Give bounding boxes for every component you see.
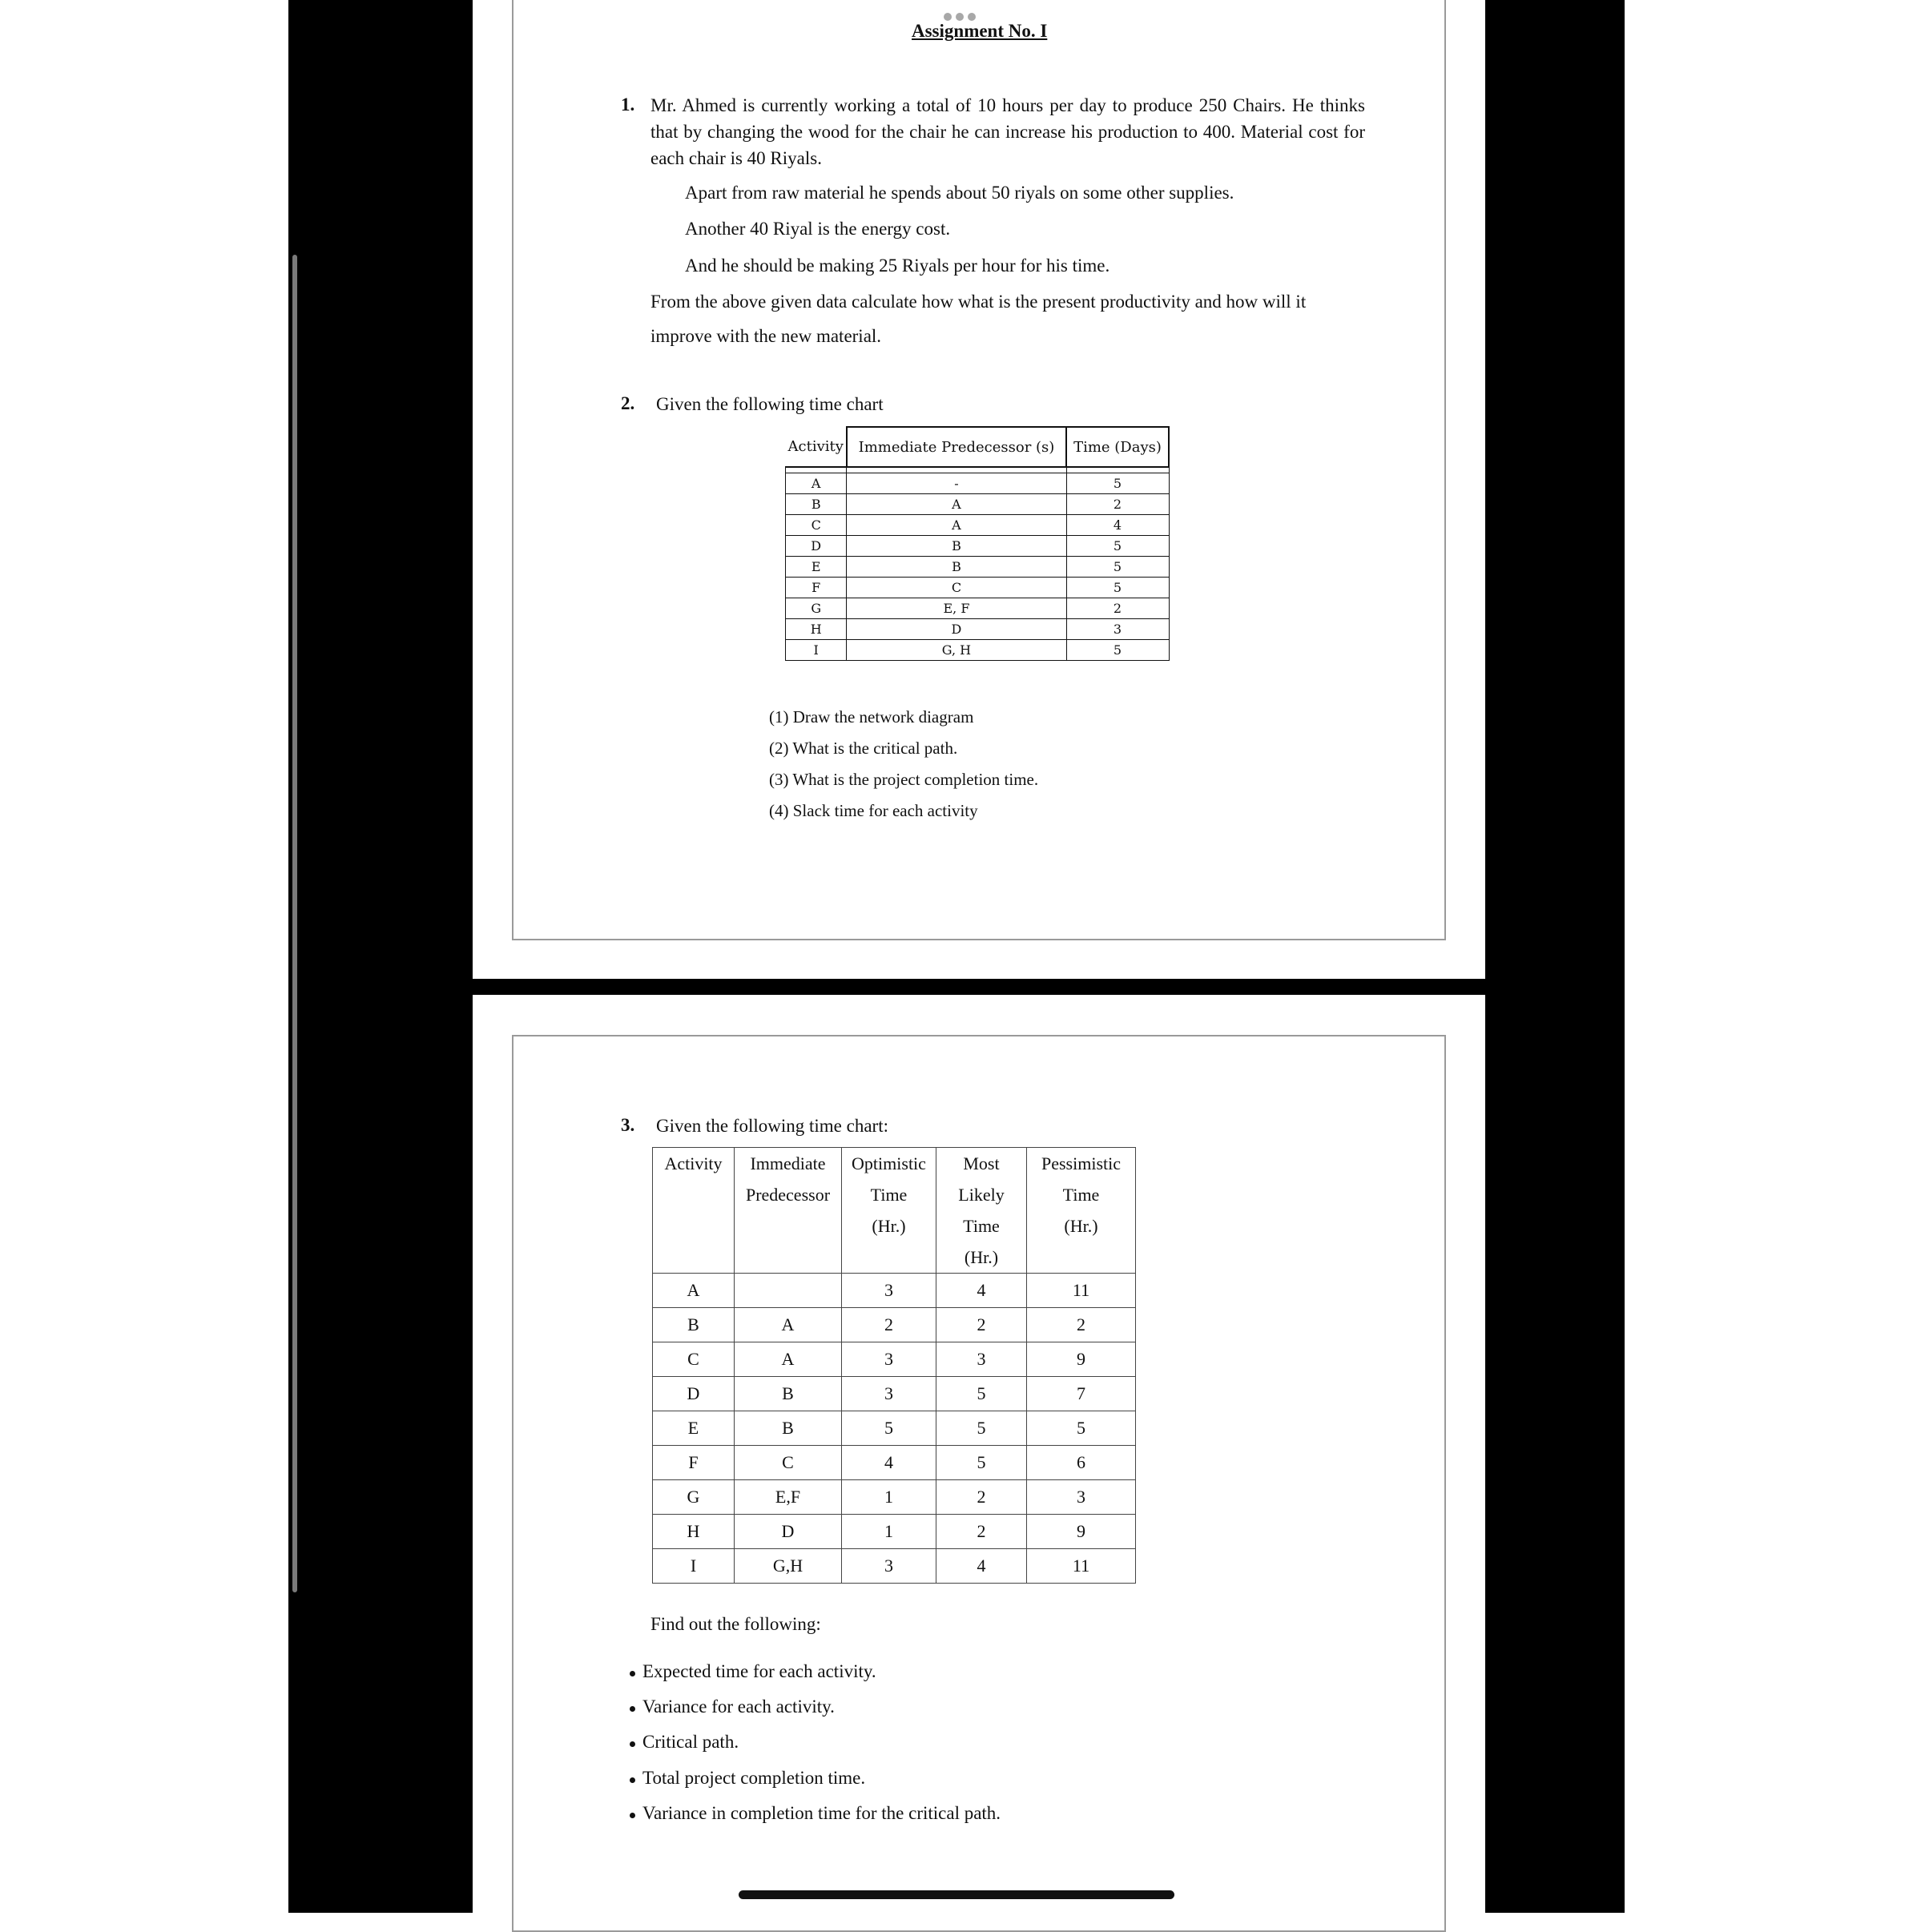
table-row: I G, H 5 bbox=[786, 640, 1170, 661]
question-1-ask-cont: improve with the new material. bbox=[650, 326, 882, 346]
table-row: A 3 4 11 bbox=[653, 1274, 1136, 1308]
table-row: A - 5 bbox=[786, 473, 1170, 494]
table-row: E B 5 bbox=[786, 557, 1170, 578]
more-options-icon[interactable] bbox=[944, 13, 976, 21]
question-3-number: 3. bbox=[621, 1115, 635, 1135]
find-label: Find out the following: bbox=[650, 1614, 821, 1634]
table-row: C A 4 bbox=[786, 515, 1170, 536]
table-row: H D 3 bbox=[786, 619, 1170, 640]
header-predecessor: Immediate Predecessor (s) bbox=[847, 427, 1066, 467]
header-pessimistic: Pessimistic Time (Hr.) bbox=[1027, 1148, 1136, 1274]
activity-table bbox=[785, 426, 1170, 661]
question-1-energy: Another 40 Riyal is the energy cost. bbox=[685, 219, 951, 239]
question-1-number: 1. bbox=[621, 95, 635, 115]
bullet-item: Critical path. bbox=[642, 1732, 739, 1752]
bullet-item: Expected time for each activity. bbox=[642, 1661, 876, 1681]
header-optimistic: Optimistic Time (Hr.) bbox=[842, 1148, 936, 1274]
header-activity: Activity bbox=[653, 1148, 735, 1274]
page-1 bbox=[473, 0, 1485, 979]
table-row: B A 2 bbox=[786, 494, 1170, 515]
home-indicator[interactable] bbox=[739, 1890, 1174, 1899]
page-2 bbox=[473, 995, 1485, 1913]
question-1-intro: Mr. Ahmed is currently working a total of 10 hours per day to produce 250 Chairs. He thinks that by changing the wood for the chair he can increase his production to 400. Material cost for each chair is 40 Riyals. bbox=[650, 95, 1365, 168]
header-predecessor: Immediate Predecessor bbox=[735, 1148, 842, 1274]
table-row: D B 3 5 7 bbox=[653, 1377, 1136, 1411]
question-1-ask: From the above given data calculate how what is the present productivity and how will it bbox=[650, 292, 1307, 312]
question-2-number: 2. bbox=[621, 393, 635, 413]
table-row: C A 3 3 9 bbox=[653, 1342, 1136, 1377]
table-row: I G,H 3 4 11 bbox=[653, 1549, 1136, 1584]
scrollbar[interactable] bbox=[292, 255, 297, 1592]
header-most-likely: Most Likely Time (Hr.) bbox=[936, 1148, 1027, 1274]
bullet-item: Total project completion time. bbox=[642, 1768, 866, 1788]
document-title: Assignment No. I bbox=[912, 21, 1048, 41]
estimate-table bbox=[652, 1147, 1136, 1584]
task-2: (2) What is the critical path. bbox=[769, 739, 958, 758]
table-row: F C 4 5 6 bbox=[653, 1446, 1136, 1480]
table-row: G E, F 2 bbox=[786, 598, 1170, 619]
task-4: (4) Slack time for each activity bbox=[769, 801, 978, 820]
table-row: G E,F 1 2 3 bbox=[653, 1480, 1136, 1515]
bullet-item: Variance in completion time for the critical path. bbox=[642, 1803, 1001, 1823]
table-row: B A 2 2 2 bbox=[653, 1308, 1136, 1342]
header-activity: Activity bbox=[786, 427, 847, 467]
table-header-row bbox=[786, 427, 1170, 467]
table-header-row bbox=[653, 1148, 1136, 1274]
question-2-lead: Given the following time chart bbox=[656, 394, 884, 414]
table-row: E B 5 5 5 bbox=[653, 1411, 1136, 1446]
bullet-item: Variance for each activity. bbox=[642, 1697, 835, 1717]
header-time: Time (Days) bbox=[1066, 427, 1169, 467]
table-row: H D 1 2 9 bbox=[653, 1515, 1136, 1549]
table-row: D B 5 bbox=[786, 536, 1170, 557]
question-1-labor: And he should be making 25 Riyals per hour for his time. bbox=[685, 256, 1110, 276]
task-1: (1) Draw the network diagram bbox=[769, 707, 974, 727]
table-row: F C 5 bbox=[786, 578, 1170, 598]
task-3: (3) What is the project completion time. bbox=[769, 770, 1039, 789]
question-1-supplies: Apart from raw material he spends about 50 riyals on some other supplies. bbox=[685, 183, 1234, 203]
question-3-lead: Given the following time chart: bbox=[656, 1116, 888, 1136]
